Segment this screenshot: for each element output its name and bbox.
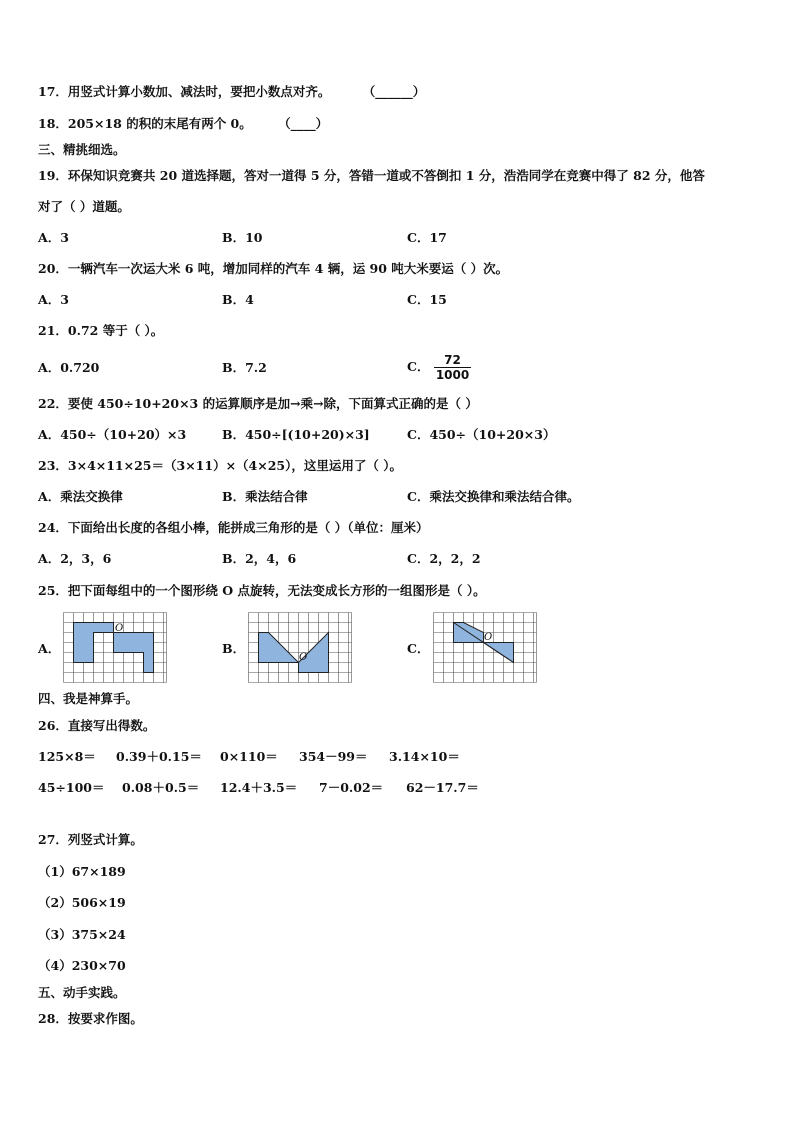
q23-option-b[interactable]: B．乘法结合律 bbox=[222, 489, 308, 504]
q24-option-b[interactable]: B．2，4，6 bbox=[222, 551, 297, 566]
q20-text: 20．一辆汽车一次运大米 6 吨，增加同样的汽车 4 辆，运 90 吨大米要运（ ）次。 bbox=[38, 261, 509, 276]
q19-option-a[interactable]: A．3 bbox=[38, 230, 69, 245]
q26-item: 3.14×10＝ bbox=[389, 749, 460, 764]
center-o-label: O bbox=[484, 632, 493, 643]
q25-option-b-label[interactable]: B． bbox=[222, 641, 246, 656]
q21-option-c-label: C． bbox=[407, 359, 430, 374]
q19-option-b[interactable]: B．10 bbox=[222, 230, 263, 245]
q27-item: （2）506×19 bbox=[38, 895, 126, 910]
q23-text: 23．3×4×11×25＝（3×11）×（4×25），这里运用了（ ）。 bbox=[38, 458, 402, 473]
q20-option-c[interactable]: C．15 bbox=[407, 292, 447, 307]
q21-option-b[interactable]: B．7.2 bbox=[222, 360, 267, 375]
section-5-heading: 五、动手实践。 bbox=[38, 985, 126, 1000]
q27-item: （4）230×70 bbox=[38, 958, 126, 973]
section-4-heading: 四、我是神算手。 bbox=[38, 691, 139, 706]
q21-option-a[interactable]: A．0.720 bbox=[38, 360, 100, 375]
q20-option-a[interactable]: A．3 bbox=[38, 292, 69, 307]
grid-lines bbox=[434, 613, 537, 683]
q24-option-c[interactable]: C．2，2，2 bbox=[407, 551, 481, 566]
fraction-denominator: 1000 bbox=[435, 368, 470, 382]
q26-text: 26．直接写出得数。 bbox=[38, 718, 156, 733]
fraction-numerator: 72 bbox=[434, 353, 471, 368]
q18-answer-blank[interactable]: （____） bbox=[278, 116, 329, 131]
q19-option-c[interactable]: C．17 bbox=[407, 230, 447, 245]
q25-option-c-label[interactable]: C． bbox=[407, 641, 430, 656]
q22-option-a[interactable]: A．450÷（10+20）×3 bbox=[38, 427, 187, 442]
fraction bbox=[434, 353, 471, 382]
q26-item: 7－0.02＝ bbox=[319, 780, 384, 795]
q22-option-b[interactable]: B．450÷[(10+20)×3] bbox=[222, 427, 370, 442]
q25-option-a-label[interactable]: A． bbox=[38, 641, 61, 656]
q23-option-a[interactable]: A．乘法交换律 bbox=[38, 489, 123, 504]
q26-item: 354－99＝ bbox=[299, 749, 368, 764]
q27-text: 27．列竖式计算。 bbox=[38, 832, 143, 847]
q25-text: 25．把下面每组中的一个图形绕 O 点旋转，无法变成长方形的一组图形是（ ）。 bbox=[38, 583, 486, 598]
q26-item: 125×8＝ bbox=[38, 749, 96, 764]
q28-text: 28．按要求作图。 bbox=[38, 1011, 143, 1026]
q26-item: 0.39＋0.15＝ bbox=[116, 749, 202, 764]
q23-option-c[interactable]: C．乘法交换律和乘法结合律。 bbox=[407, 489, 580, 504]
q17-text: 17．用竖式计算小数加、减法时，要把小数点对齐。 bbox=[38, 84, 331, 99]
q25-figure-c-grid[interactable] bbox=[433, 612, 537, 683]
q18-statement bbox=[38, 116, 328, 132]
q26-item: 0×110＝ bbox=[220, 749, 278, 764]
q26-item: 12.4＋3.5＝ bbox=[220, 780, 298, 795]
q17-answer-blank[interactable]: （______） bbox=[362, 84, 426, 99]
center-o-label: O bbox=[115, 623, 124, 634]
q24-option-a[interactable]: A．2，3，6 bbox=[38, 551, 112, 566]
q20-option-b[interactable]: B．4 bbox=[222, 292, 254, 307]
q17-statement bbox=[38, 84, 425, 100]
q22-text: 22．要使 450÷10+20×3 的运算顺序是加→乘→除，下面算式正确的是（ ） bbox=[38, 396, 478, 411]
q26-item: 62－17.7＝ bbox=[406, 780, 479, 795]
q22-option-c[interactable]: C．450÷（10+20×3） bbox=[407, 427, 556, 442]
q25-figure-b-grid[interactable] bbox=[248, 612, 352, 683]
q27-item: （1）67×189 bbox=[38, 864, 126, 879]
q24-text: 24．下面给出长度的各组小棒，能拼成三角形的是（ ）（单位：厘米） bbox=[38, 520, 429, 535]
q21-option-c[interactable] bbox=[407, 347, 471, 387]
q21-text: 21．0.72 等于（ ）。 bbox=[38, 323, 164, 338]
q25-figure-a-grid[interactable] bbox=[63, 612, 167, 683]
q27-item: （3）375×24 bbox=[38, 927, 126, 942]
section-3-heading: 三、精挑细选。 bbox=[38, 142, 126, 157]
q19-text-line2: 对了（ ）道题。 bbox=[38, 199, 130, 214]
q19-text-line1: 19．环保知识竞赛共 20 道选择题，答对一道得 5 分，答错一道或不答倒扣 1 分，浩浩同学在竞赛中得了 82 分，他答 bbox=[38, 168, 705, 183]
q18-text: 18．205×18 的积的末尾有两个 0。 bbox=[38, 116, 252, 131]
center-o-label: O bbox=[299, 652, 308, 663]
q26-item: 45÷100＝ bbox=[38, 780, 105, 795]
q26-item: 0.08＋0.5＝ bbox=[122, 780, 200, 795]
